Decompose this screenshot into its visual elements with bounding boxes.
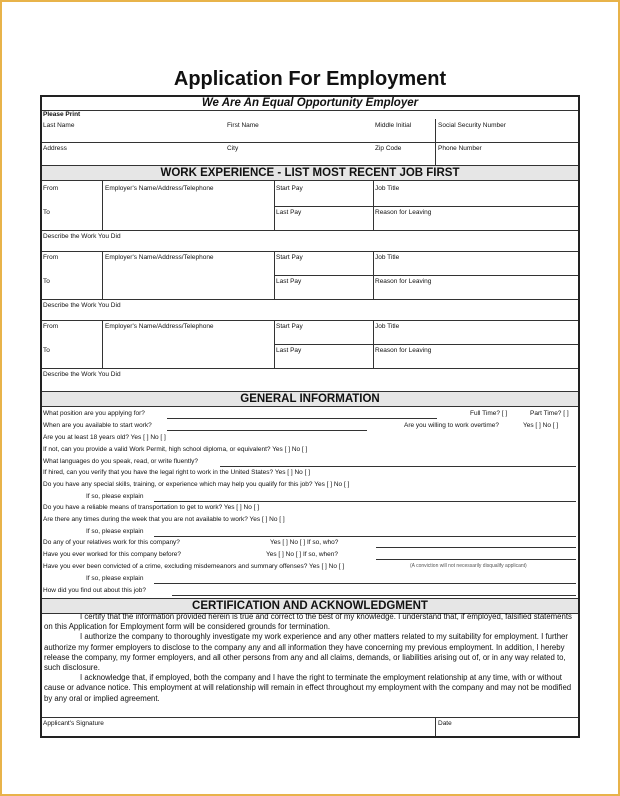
- cert-paragraph-2: I authorize the company to thoroughly investigate my work experience and any other matters related to my suitability for employment. I further authorize my former employers to disclose to the company any and all information they have concerning my previous employment. In addition, I hereby release the company, my former employers, and all other persons from any and all claims, demands, or liabilities arising out of, or in any way related to, such disclosure.: [44, 632, 568, 673]
- skills-explain-line[interactable]: [154, 501, 576, 502]
- cert-paragraph-3: I acknowledge that, if employed, both the company and I have the right to terminate the employment relationship at any time, with or without cause or advance notice. This employment at will relationship will remain in effect throughout my employment with the company and may not be modified by any oral or implied agreement.: [44, 673, 572, 703]
- phone-field[interactable]: Phone Number: [438, 145, 482, 152]
- worked-checkbox[interactable]: Yes [ ] No [ ] If so, when?: [266, 551, 339, 558]
- languages-input-line[interactable]: [220, 466, 576, 467]
- times-question[interactable]: Are there any times during the week that you are not available to work? Yes [ ] No [ ]: [43, 516, 285, 523]
- job-title-field[interactable]: Job Title: [375, 323, 400, 330]
- relatives-question: Do any of your relatives work for this company?: [43, 539, 180, 546]
- start-pay-field[interactable]: Start Pay: [276, 323, 303, 330]
- zip-field[interactable]: Zip Code: [375, 145, 402, 152]
- from-field[interactable]: From: [43, 323, 59, 330]
- last-pay-field[interactable]: Last Pay: [276, 209, 302, 216]
- general-info-heading: GENERAL INFORMATION: [42, 391, 578, 407]
- found-question: How did you find out about this job?: [43, 587, 146, 594]
- start-question: When are you available to start work?: [43, 422, 152, 429]
- city-field[interactable]: City: [227, 145, 239, 152]
- to-field[interactable]: To: [43, 347, 50, 354]
- certification-heading: CERTIFICATION AND ACKNOWLEDGMENT: [42, 598, 578, 614]
- job-title-field[interactable]: Job Title: [375, 254, 400, 261]
- worked-input-line[interactable]: [376, 559, 576, 560]
- part-time-checkbox[interactable]: Part Time? [ ]: [530, 410, 569, 417]
- full-time-checkbox[interactable]: Full Time? [ ]: [470, 410, 508, 417]
- overtime-checkbox[interactable]: Yes [ ] No [ ]: [523, 422, 559, 429]
- permit-question[interactable]: If not, can you provide a valid Work Permit, high school diploma, or equivalent? Yes [ ] No [ ]: [43, 446, 308, 453]
- from-field[interactable]: From: [43, 254, 59, 261]
- convicted-question[interactable]: Have you ever been convicted of a crime, excluding misdemeanors and summary offenses? Yes [ ] No [ ]: [43, 563, 345, 570]
- skills-question[interactable]: Do you have any special skills, training, or experience which may help you qualify for this job? Yes [ ] No [ ]: [43, 481, 350, 488]
- certification-text: [44, 612, 576, 704]
- to-field[interactable]: To: [43, 209, 50, 216]
- employer-field[interactable]: Employer's Name/Address/Telephone: [105, 254, 214, 261]
- start-input-line[interactable]: [167, 430, 367, 431]
- skills-explain-label: If so, please explain: [86, 493, 144, 500]
- overtime-question: Are you willing to work overtime?: [404, 422, 500, 429]
- ssn-field[interactable]: Social Security Number: [438, 122, 506, 129]
- address-field[interactable]: Address: [43, 145, 67, 152]
- work-experience-heading: WORK EXPERIENCE - LIST MOST RECENT JOB FIRST: [42, 165, 578, 181]
- page-title: Application For Employment: [173, 68, 447, 90]
- middle-initial-field[interactable]: Middle Initial: [375, 122, 412, 129]
- from-field[interactable]: From: [43, 185, 59, 192]
- worked-question: Have you ever worked for this company before?: [43, 551, 182, 558]
- describe-work-field[interactable]: Describe the Work You Did: [43, 371, 121, 378]
- job-title-field[interactable]: Job Title: [375, 185, 400, 192]
- times-explain-label: If so, please explain: [86, 528, 144, 535]
- last-name-field[interactable]: Last Name: [43, 122, 75, 129]
- cert-paragraph-1: I certify that the information provided herein is true and correct to the best of my knowledge. I understand that, if employed, falsified statements on this Application for Employment form will be considered grounds for termination.: [44, 612, 572, 632]
- please-print-label: Please Print: [43, 111, 81, 118]
- employer-field[interactable]: Employer's Name/Address/Telephone: [105, 323, 214, 330]
- transport-question[interactable]: Do you have a reliable means of transportation to get to work? Yes [ ] No [ ]: [43, 504, 260, 511]
- languages-question: What languages do you speak, read, or write fluently?: [43, 458, 199, 465]
- reason-leaving-field[interactable]: Reason for Leaving: [375, 278, 432, 285]
- relatives-checkbox[interactable]: Yes [ ] No [ ] If so, who?: [270, 539, 339, 546]
- age-question[interactable]: Are you at least 18 years old? Yes [ ] No [ ]: [43, 434, 166, 441]
- last-pay-field[interactable]: Last Pay: [276, 278, 302, 285]
- position-question: What position are you applying for?: [43, 410, 145, 417]
- reason-leaving-field[interactable]: Reason for Leaving: [375, 209, 432, 216]
- start-pay-field[interactable]: Start Pay: [276, 254, 303, 261]
- employer-field[interactable]: Employer's Name/Address/Telephone: [105, 185, 214, 192]
- first-name-field[interactable]: First Name: [227, 122, 259, 129]
- describe-work-field[interactable]: Describe the Work You Did: [43, 233, 121, 240]
- last-pay-field[interactable]: Last Pay: [276, 347, 302, 354]
- to-field[interactable]: To: [43, 278, 50, 285]
- found-input-line[interactable]: [172, 595, 576, 596]
- signature-field[interactable]: Applicant's Signature: [43, 720, 104, 727]
- convicted-explain-line[interactable]: [154, 583, 576, 584]
- describe-work-field[interactable]: Describe the Work You Did: [43, 302, 121, 309]
- application-form: [40, 95, 580, 738]
- times-explain-line[interactable]: [154, 536, 576, 537]
- start-pay-field[interactable]: Start Pay: [276, 185, 303, 192]
- relatives-input-line[interactable]: [376, 547, 576, 548]
- reason-leaving-field[interactable]: Reason for Leaving: [375, 347, 432, 354]
- eeo-subtitle: We Are An Equal Opportunity Employer: [201, 97, 419, 109]
- position-input-line[interactable]: [167, 418, 437, 419]
- legal-question[interactable]: If hired, can you verify that you have the legal right to work in the United States? Yes [ ] No [ ]: [43, 469, 311, 476]
- conviction-note: (A conviction will not necessarily disqualify applicant): [410, 563, 527, 569]
- date-field[interactable]: Date: [438, 720, 452, 727]
- convicted-explain-label: If so, please explain: [86, 575, 144, 582]
